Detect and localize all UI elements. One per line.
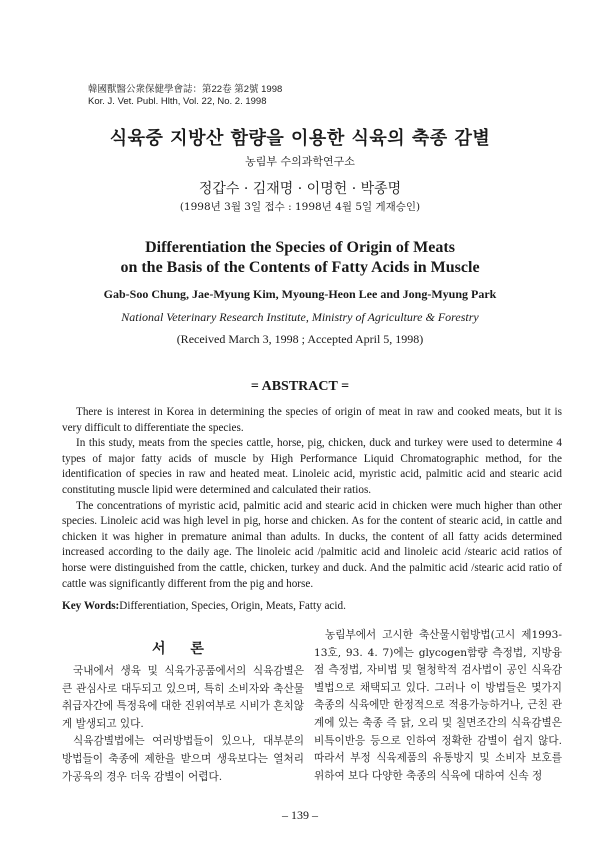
korean-institution: 농림부 수의과학연구소 xyxy=(245,155,355,168)
keywords-list: Differentiation, Species, Origin, Meats, Fatty acid. xyxy=(119,600,346,612)
abstract-paragraph-2: In this study, meats from the species cattle, horse, pig, chicken, duck and turkey were used to determine 4 types of major fatty acids of muscle by High Performance Liquid Chromatographic method, for the identification of species in raw and heated meat. Linoleic acid, myristic acid, palmitic acid and stearic acid constituting muscle lipid were determined and calculated their ratios. xyxy=(62,437,562,496)
section-heading-introduction: 서 론 xyxy=(152,641,214,657)
intro-paragraph-2: 식육감별법에는 여러방법들이 있으나, 대부분의 방법들이 축종에 제한을 받으며 생육보다는 열처리 가공육의 경우 더욱 감별이 어렵다. xyxy=(62,735,304,783)
page-number: – 139 – xyxy=(282,808,318,822)
english-title xyxy=(0,238,600,278)
korean-title: 식육중 지방산 함량을 이용한 식육의 축종 감별 xyxy=(109,128,491,149)
journal-header xyxy=(88,84,282,108)
intro-paragraph-1: 국내에서 생육 및 식육가공품에서의 식육감별은 큰 관심사로 대두되고 있으며, 특히 소비자와 축산물 취급자간에 특정육에 대한 진위여부로 시비가 흔치않게 발생되고 있다. xyxy=(62,665,304,730)
english-authors: Gab-Soo Chung, Jae-Myung Kim, Myoung-Heon Lee and Jong-Myung Park xyxy=(103,287,497,301)
journal-line-english: Kor. J. Vet. Publ. Hlth, Vol. 22, No. 2. 1998 xyxy=(88,96,267,107)
english-dates: (Received March 3, 1998 ; Accepted April 5, 1998) xyxy=(176,332,424,346)
english-institution: National Veterinary Research Institute, Ministry of Agriculture & Forestry xyxy=(121,310,479,324)
english-title-line2: on the Basis of the Contents of Fatty Acids in Muscle xyxy=(120,259,480,276)
body-right-column xyxy=(314,627,562,785)
keywords-label: Key Words: xyxy=(62,600,120,612)
abstract-heading: = ABSTRACT = xyxy=(250,379,350,394)
abstract-paragraph-3: The concentrations of myristic acid, palmitic acid and stearic acid in chicken were much higher than other species. Linoleic acid was high level in pig, horse and chicken. As for the content of stearic acid, in cattle and chicken it was higher in premature animal than adults. In ducks, the content of all fatty acids determined increased according to the daily age. The linoleic acid /palmitic acid and linoleic acid /stearic acid ratios of horse were distinguished from the cattle, chicken, turkey and duck. And the palmitic acid /stearic acid ratio of cattle was significantly different from the pig and horse. xyxy=(62,499,562,590)
body-left-column xyxy=(62,663,304,786)
korean-dates: (1998년 3월 3일 접수 : 1998년 4월 5일 게재승인) xyxy=(179,201,421,213)
korean-authors: 정갑수 · 김재명 · 이명헌 · 박종명 xyxy=(198,181,402,197)
journal-line-korean: 韓國獸醫公衆保健學會誌：第22卷 第2號 1998 xyxy=(88,84,283,95)
abstract-body xyxy=(62,405,562,592)
abstract-paragraph-1: There is interest in Korea in determining the species of origin of meat in raw and cooked meats, but it is very difficult to differentiate the species. xyxy=(62,406,562,434)
english-title-line1: Differentiation the Species of Origin of Meats xyxy=(145,239,455,256)
keywords xyxy=(62,600,562,612)
intro-paragraph-3: 농림부에서 고시한 축산물시험방법(고시 제1993-13호, 93. 4. 7)에는 glycogen함량 측정법, 지방융점 측정법, 자비법 및 혈청학적 검사법이 공인 식육감별법으로 채택되고 있다. 그러나 이 방법들은 몇가지 축종의 식육에만 한정적으로 적용가능하거나, 근친 관계에 있는 축종 즉 닭, 오리 및 칠면조간의 식육감별은 비특이반응 등으로 인하여 정확한 감별이 쉽지 않다. 따라서 부정 식육제품의 유통방지 및 소비자 보호를 위하여 보다 다양한 축종의 식육에 대하여 신속 정 xyxy=(314,629,562,782)
